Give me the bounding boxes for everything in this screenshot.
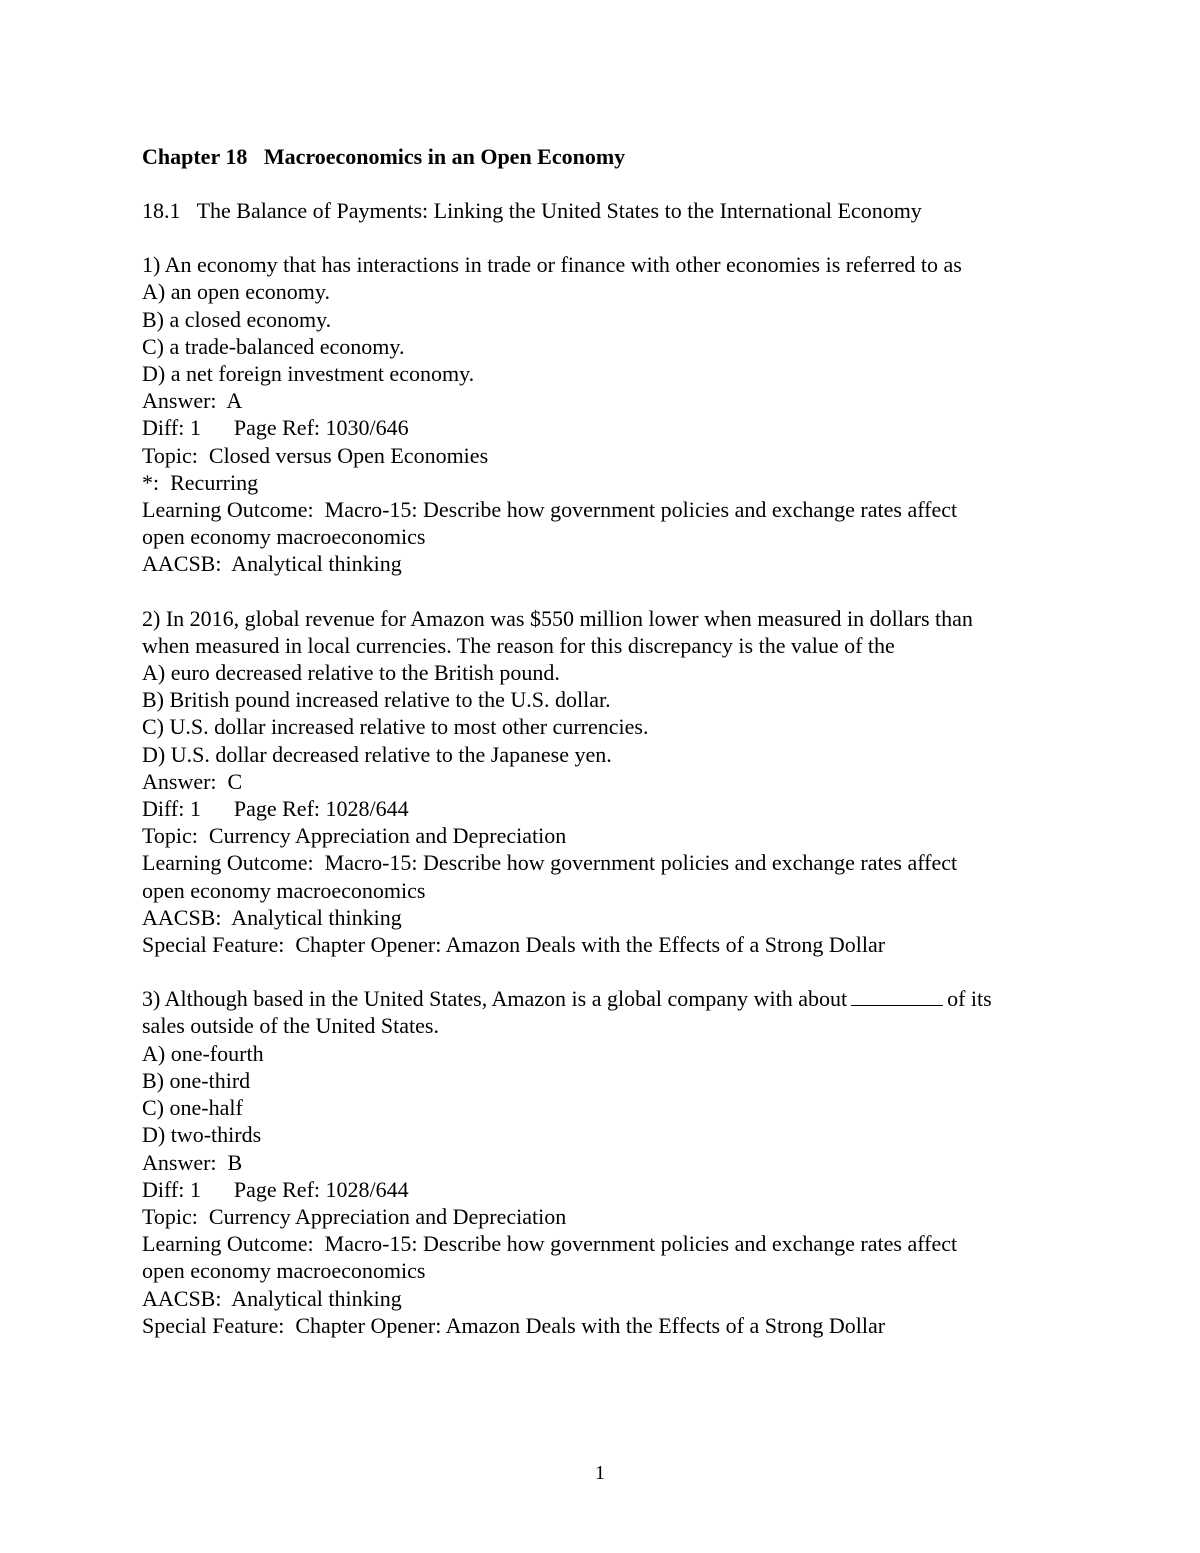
option-b: B) one-third bbox=[142, 1067, 251, 1093]
chapter-title: Chapter 18 Macroeconomics in an Open Economy bbox=[142, 144, 626, 169]
answer: Answer: C bbox=[142, 768, 243, 794]
fill-in-blank bbox=[851, 985, 943, 1006]
question-stem: 1) An economy that has interactions in trade or finance with other economies is referred to as bbox=[142, 252, 962, 278]
aacsb: AACSB: Analytical thinking bbox=[142, 904, 402, 930]
option-d: D) U.S. dollar decreased relative to the Japanese yen. bbox=[142, 741, 612, 767]
question-stem-line-2: sales outside of the United States. bbox=[142, 1013, 439, 1039]
question-3 bbox=[142, 985, 1082, 1339]
option-d: D) a net foreign investment economy. bbox=[142, 361, 475, 387]
learning-outcome-line-1: Learning Outcome: Macro-15: Describe how government policies and exchange rates affect bbox=[142, 497, 958, 523]
option-a: A) one-fourth bbox=[142, 1040, 264, 1066]
learning-outcome-line-2: open economy macroeconomics bbox=[142, 877, 426, 903]
option-a: A) an open economy. bbox=[142, 279, 330, 305]
topic: Topic: Currency Appreciation and Depreciation bbox=[142, 823, 567, 849]
question-1 bbox=[142, 251, 1082, 577]
option-b: B) a closed economy. bbox=[142, 306, 332, 332]
answer: Answer: A bbox=[142, 388, 243, 414]
difficulty-page-ref: Diff: 1 Page Ref: 1028/644 bbox=[142, 1176, 409, 1202]
option-c: C) U.S. dollar increased relative to most other currencies. bbox=[142, 714, 649, 740]
option-c: C) one-half bbox=[142, 1095, 243, 1121]
topic: Topic: Closed versus Open Economies bbox=[142, 442, 489, 468]
answer: Answer: B bbox=[142, 1149, 243, 1175]
question-2 bbox=[142, 605, 1082, 959]
document-page bbox=[142, 143, 1082, 1339]
question-stem-line-2: when measured in local currencies. The reason for this discrepancy is the value of the bbox=[142, 632, 895, 658]
difficulty-page-ref: Diff: 1 Page Ref: 1030/646 bbox=[142, 415, 409, 441]
question-stem-line-1 bbox=[142, 985, 1082, 1012]
option-d: D) two-thirds bbox=[142, 1122, 262, 1148]
special-feature: Special Feature: Chapter Opener: Amazon Deals with the Effects of a Strong Dollar bbox=[142, 1312, 886, 1338]
option-c: C) a trade-balanced economy. bbox=[142, 333, 405, 359]
option-b: B) British pound increased relative to the U.S. dollar. bbox=[142, 687, 611, 713]
learning-outcome-line-2: open economy macroeconomics bbox=[142, 1258, 426, 1284]
special-feature: Special Feature: Chapter Opener: Amazon Deals with the Effects of a Strong Dollar bbox=[142, 932, 886, 958]
recurring-flag: *: Recurring bbox=[142, 469, 259, 495]
learning-outcome-line-1: Learning Outcome: Macro-15: Describe how government policies and exchange rates affect bbox=[142, 1231, 958, 1257]
question-stem-line-1: 2) In 2016, global revenue for Amazon was $550 million lower when measured in dollars than bbox=[142, 605, 973, 631]
aacsb: AACSB: Analytical thinking bbox=[142, 551, 402, 577]
question-stem-part-2: of its bbox=[947, 986, 992, 1012]
aacsb: AACSB: Analytical thinking bbox=[142, 1285, 402, 1311]
topic: Topic: Currency Appreciation and Depreciation bbox=[142, 1203, 567, 1229]
learning-outcome-line-2: open economy macroeconomics bbox=[142, 524, 426, 550]
page-number: 1 bbox=[595, 1462, 605, 1484]
option-a: A) euro decreased relative to the British pound. bbox=[142, 660, 560, 686]
question-stem-part-1: 3) Although based in the United States, Amazon is a global company with about bbox=[142, 986, 848, 1012]
difficulty-page-ref: Diff: 1 Page Ref: 1028/644 bbox=[142, 796, 409, 822]
section-title: 18.1 The Balance of Payments: Linking the United States to the International Economy bbox=[142, 198, 922, 223]
learning-outcome-line-1: Learning Outcome: Macro-15: Describe how government policies and exchange rates affect bbox=[142, 850, 958, 876]
